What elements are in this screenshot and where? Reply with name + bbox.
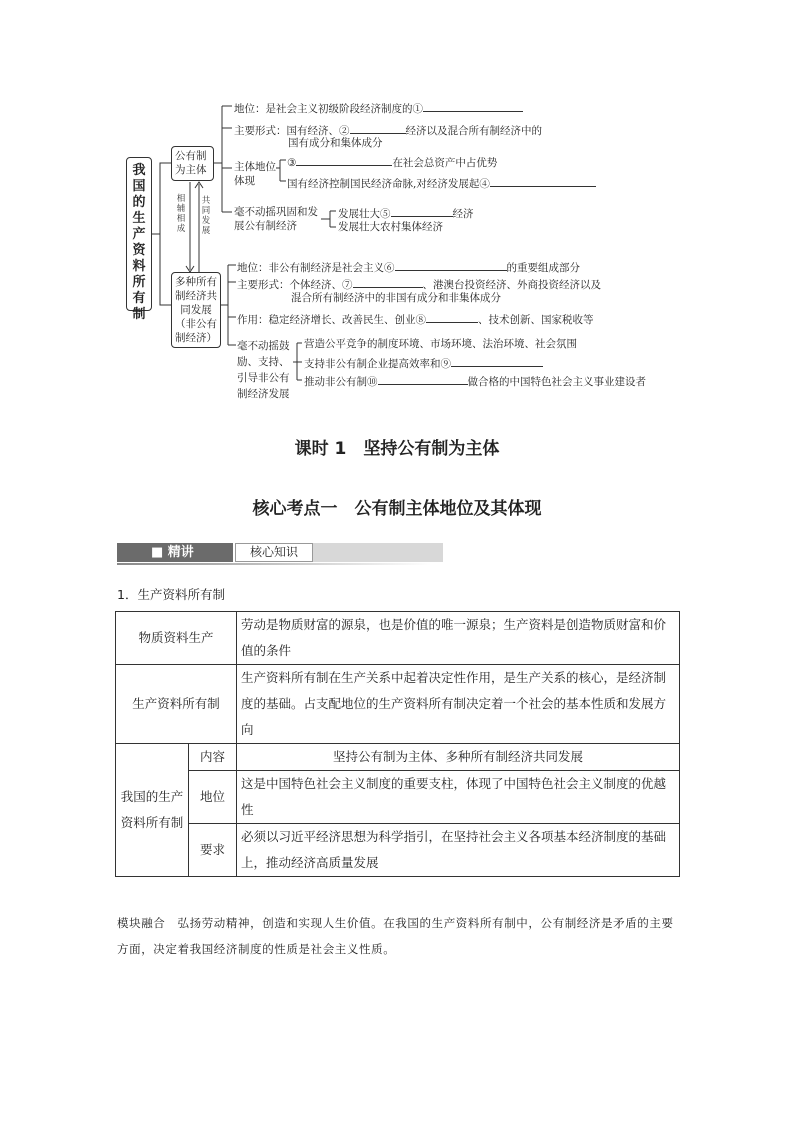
public-develop-label: 毫不动摇巩固和发展公有制经济 xyxy=(234,206,318,232)
table-row xyxy=(116,771,680,824)
item-heading: 1．生产资料所有制 xyxy=(117,587,225,602)
public-develop-1: 发展壮大⑤ 经济 xyxy=(338,205,474,221)
nonpublic-encourage-2: 支持非公有制企业提高效率和⑨ xyxy=(304,355,543,371)
nonpublic-encourage-1: 营造公平竞争的制度环境、市场环境、法治环境、社会氛围 xyxy=(304,338,577,350)
public-ownership-box: 公有制为主体 xyxy=(171,146,214,181)
table-subhead-cell: 要求 xyxy=(189,824,237,877)
section-title: 核心考点一 公有制主体地位及其体现 xyxy=(252,499,542,519)
public-status: 地位：是社会主义初级阶段经济制度的① xyxy=(234,100,523,116)
nonpublic-encourage-label: 毫不动摇鼓励、支持、引导非公有制经济发展 xyxy=(237,340,290,400)
nonpublic-status: 地位：非公有制经济是社会主义⑥ 的重要组成部分 xyxy=(237,259,580,275)
nonpublic-role: 作用：稳定经济增长、改善民生、创业⑧ 、技术创新、国家税收等 xyxy=(237,311,594,327)
nonpublic-ownership-box: 多种所有制经济共同发展（非公有制经济） xyxy=(171,272,221,348)
table-subhead-cell: 内容 xyxy=(189,744,237,771)
nonpublic-forms: 主要形式：个体经济、⑦ 、港澳台投资经济、外商投资经济以及 xyxy=(237,276,601,292)
table-row xyxy=(116,824,680,877)
table-head-cell: 物质资料生产 xyxy=(116,612,237,665)
public-develop-2: 发展壮大农村集体经济 xyxy=(338,221,443,233)
knowledge-table xyxy=(115,611,680,877)
table-body-cell: 生产资料所有制在生产关系中起着决定性作用，是生产关系的核心，是经济制度的基础。占支配地位的生产资料所有制决定着一个社会的基本性质和发展方向 xyxy=(237,665,680,744)
section-banner xyxy=(117,541,431,565)
table-row xyxy=(116,744,680,771)
table-row xyxy=(116,612,680,665)
public-embodiment-label: 主体地位体现 xyxy=(234,161,276,187)
table-head-cell: 我国的生产资料所有制 xyxy=(116,744,189,877)
banner-left: ■ 精讲 xyxy=(117,543,233,562)
table-head-cell: 生产资料所有制 xyxy=(116,665,237,744)
table-body-cell: 这是中国特色社会主义制度的重要支柱，体现了中国特色社会主义制度的优越性 xyxy=(237,771,680,824)
relation-right-label: 共同发展 xyxy=(201,196,211,236)
module-note: 模块融合 弘扬劳动精神，创造和实现人生价值。在我国的生产资料所有制中，公有制经济是矛盾的主要方面，决定着我国经济制度的性质是社会主义性质。 xyxy=(117,916,674,956)
public-forms-line2: 国有成分和集体成分 xyxy=(288,137,383,149)
table-subhead-cell: 地位 xyxy=(189,771,237,824)
table-body-cell: 必须以习近平经济思想为科学指引，在坚持社会主义各项基本经济制度的基础上，推动经济高质量发展 xyxy=(237,824,680,877)
banner-right: 核心知识 xyxy=(235,543,443,562)
mind-map-root: 我国的生产资料所有制 xyxy=(126,157,152,311)
nonpublic-encourage-3: 推动非公有制⑩ 做合格的中国特色社会主义事业建设者 xyxy=(304,373,646,389)
table-body-cell: 坚持公有制为主体、多种所有制经济共同发展 xyxy=(237,744,680,771)
table-row xyxy=(116,665,680,744)
nonpublic-forms-line2: 混合所有制经济中的非国有成分和非集体成分 xyxy=(291,292,501,304)
relation-left-label: 相辅相成 xyxy=(176,194,186,234)
public-forms: 主要形式：国有经济、② 经济以及混合所有制经济中的 xyxy=(234,122,542,138)
lesson-title: 课时 1 坚持公有制为主体 xyxy=(294,439,500,459)
table-body-cell: 劳动是物质财富的源泉，也是价值的唯一源泉；生产资料是创造物质财富和价值的条件 xyxy=(237,612,680,665)
public-embodiment-2: 国有经济控制国民经济命脉,对经济发展起④ xyxy=(287,175,596,191)
public-embodiment-1: ③ 在社会总资产中占优势 xyxy=(287,154,497,170)
